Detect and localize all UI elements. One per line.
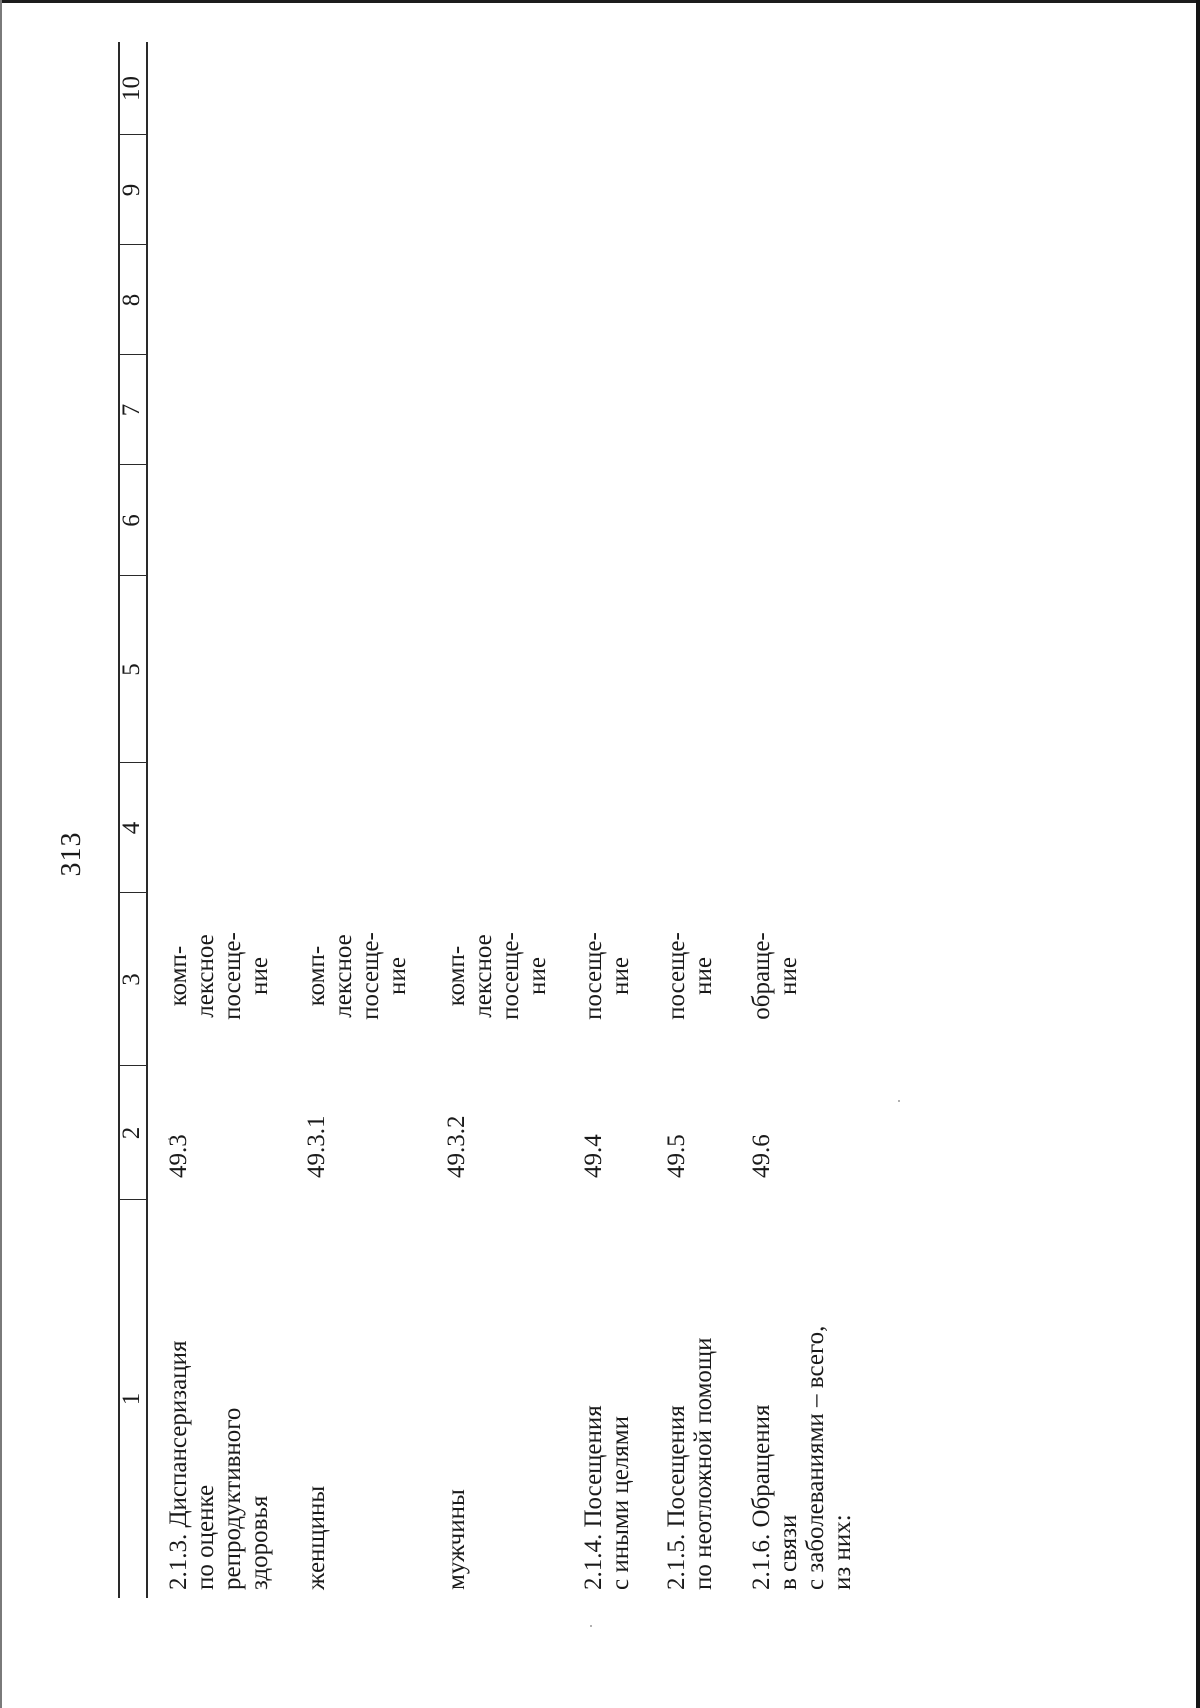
row-unit: посеще- ние (663, 932, 717, 1020)
column-header-6: 6 (118, 514, 145, 527)
row-unit: посеще- ние (580, 932, 634, 1020)
row-unit: комп- лексное посеще- ние (443, 932, 551, 1020)
row-code: 49.5 (663, 1134, 690, 1178)
row-name: 2.1.3. Диспансеризация по оценке репродуктивного здоровья (165, 1340, 273, 1590)
column-header-7: 7 (118, 403, 145, 417)
row-name: 2.1.5. Посещения по неотложной помощи (663, 1337, 717, 1590)
column-header-2: 2 (118, 1126, 145, 1140)
row-name: женщины (303, 1485, 330, 1590)
row-name: мужчины (443, 1489, 470, 1590)
row-unit: комп- лексное посеще- ние (303, 932, 411, 1020)
row-unit: комп- лексное посеще- ние (165, 932, 273, 1020)
column-header-4: 4 (118, 821, 145, 835)
row-code: 49.3.1 (303, 1115, 330, 1178)
row-name: 2.1.6. Обращения в связи с заболеваниями – всего, из них: (748, 1325, 856, 1590)
row-unit: обраще- ние (748, 932, 802, 1020)
column-header-1: 1 (118, 1392, 145, 1406)
row-code: 49.6 (748, 1134, 775, 1178)
column-header-5: 5 (118, 663, 145, 676)
row-code: 49.4 (580, 1134, 607, 1178)
column-header-10: 10 (118, 76, 145, 101)
page-number: 313 (56, 831, 87, 877)
row-name: 2.1.4. Посещения с иными целями (580, 1405, 634, 1590)
row-code: 49.3 (165, 1134, 192, 1178)
column-header-8: 8 (118, 293, 145, 307)
column-header-9: 9 (118, 183, 145, 197)
row-code: 49.3.2 (443, 1115, 470, 1178)
column-header-3: 3 (118, 973, 145, 986)
